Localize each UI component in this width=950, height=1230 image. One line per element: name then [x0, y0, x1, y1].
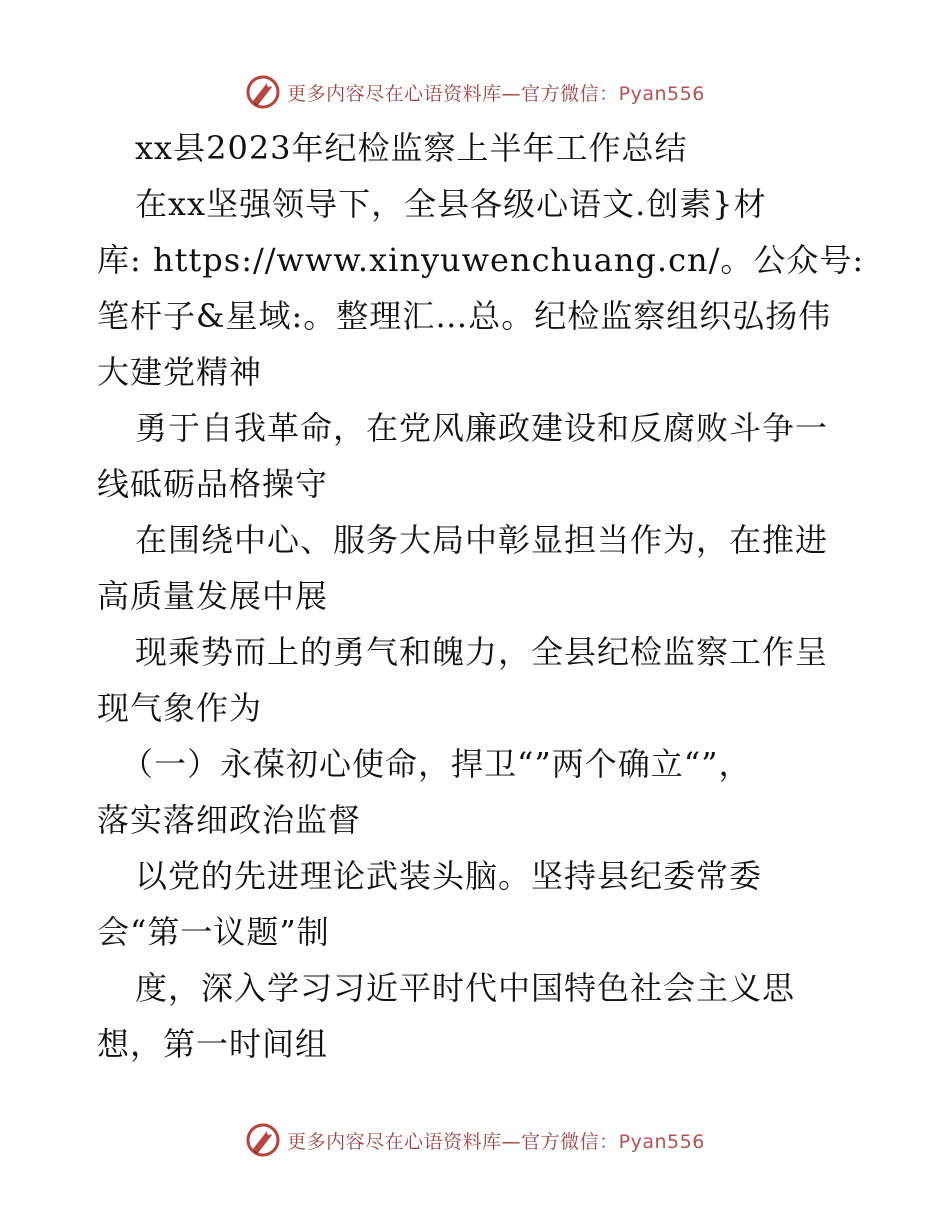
- paragraph-line: 以党的先进理论武装头脑。坚持县纪委常委: [135, 857, 763, 895]
- header-banner-text: 更多内容尽在心语资料库—官方微信：Pyan556: [287, 82, 705, 105]
- paragraph-line: 笔杆子&星域:。整理汇…总。纪检监察组织弘扬伟: [97, 297, 832, 335]
- document-body: [97, 120, 865, 1072]
- paragraph-line: 落实落细政治监督: [97, 801, 362, 839]
- section-heading: （一）永葆初心使命，捍卫“”两个确立“”，: [121, 745, 752, 783]
- paragraph-line: 度，深入学习习近平时代中国特色社会主义思: [135, 969, 796, 1007]
- paragraph-line: 库: https://www.xinyuwenchuang.cn/。公众号:: [97, 241, 865, 279]
- footer-banner: [0, 1120, 950, 1160]
- header-banner: [0, 72, 950, 112]
- paragraph-line: 现气象作为: [97, 689, 263, 727]
- paragraph-line: 线砥砺品格操守: [97, 465, 329, 503]
- paragraph-line: 在围绕中心、服务大局中彰显担当作为，在推进: [135, 521, 829, 559]
- header-wechat-id: Pyan556: [618, 82, 705, 105]
- footer-wechat-id: Pyan556: [618, 1130, 705, 1153]
- paragraph-line: 大建党精神: [97, 353, 263, 391]
- pen-logo-icon: [245, 1122, 281, 1158]
- paragraph-line: 现乘势而上的勇气和魄力，全县纪检监察工作呈: [135, 633, 829, 671]
- pen-logo-icon: [245, 74, 281, 110]
- paragraph-line: 想，第一时间组: [97, 1025, 329, 1063]
- paragraph-line: 高质量发展中展: [97, 577, 329, 615]
- paragraph-line: 会“第一议题”制: [97, 913, 330, 951]
- footer-banner-text: 更多内容尽在心语资料库—官方微信：Pyan556: [287, 1130, 705, 1153]
- paragraph-line: 勇于自我革命，在党风廉政建设和反腐败斗争一: [135, 409, 829, 447]
- document-title: xx县2023年纪检监察上半年工作总结: [135, 129, 688, 167]
- paragraph-line: 在xx坚强领导下，全县各级心语文.创素}材: [135, 185, 767, 223]
